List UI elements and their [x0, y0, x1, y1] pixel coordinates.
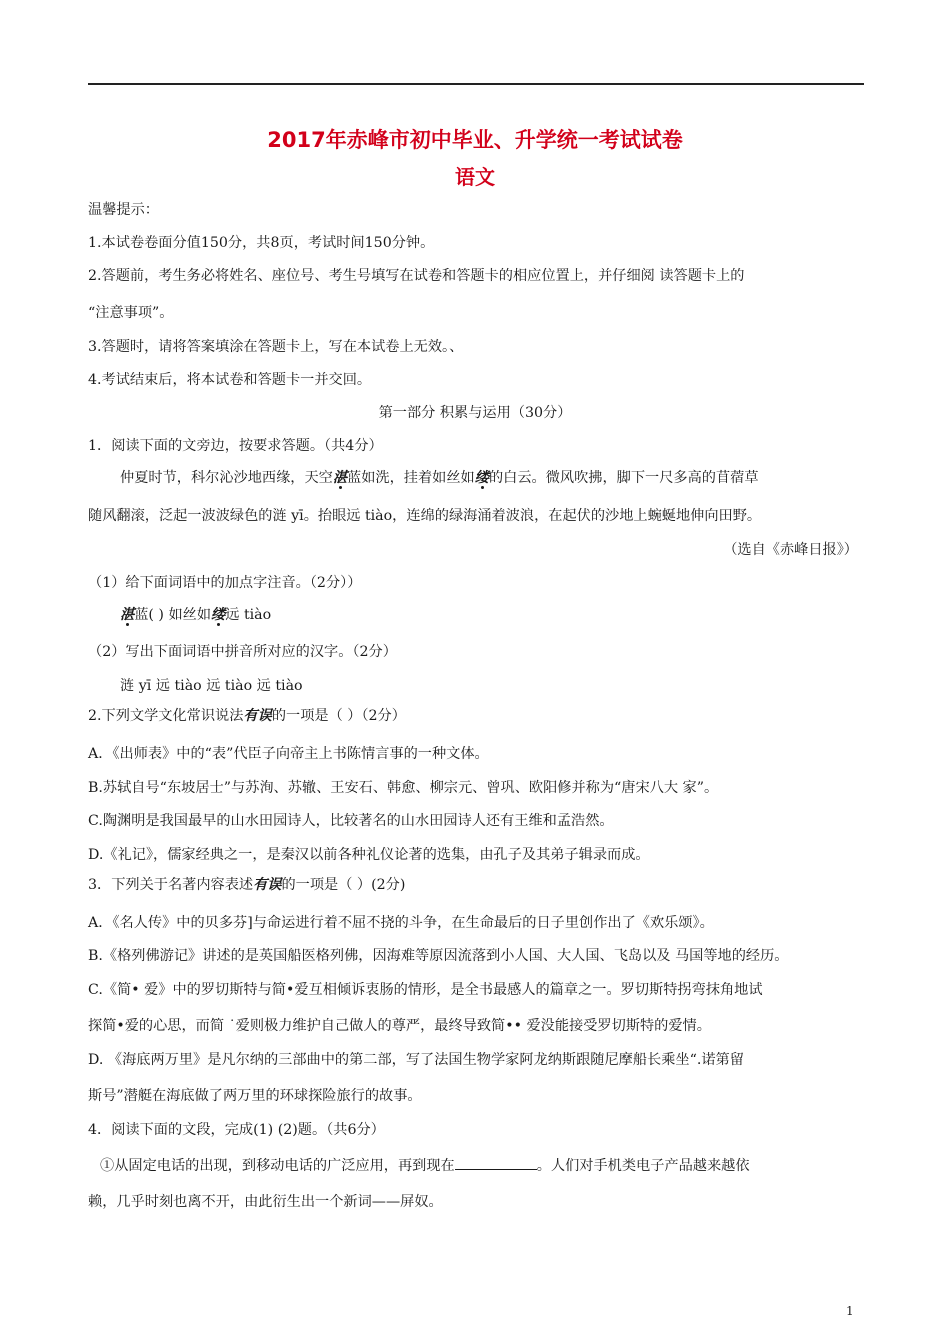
- part1-heading: 第一部分 积累与运用（30分）: [378, 405, 572, 421]
- q1-sub1-items: [120, 605, 271, 625]
- exam-subject: 语文: [455, 165, 495, 189]
- q1-passage-line2: 随风翻滚，泛起一波波绿色的涟 yī。抬眼远 tiào，连绵的绿海涌着波浪，在起伏的沙地上蜿蜒地伸向田野。: [88, 508, 762, 524]
- q3-option-d-line1: D. 《海底两万里》是凡尔纳的三部曲中的第二部，写了法国生物学家阿龙纳斯跟随尼摩船长乘坐“.诺第留: [88, 1052, 744, 1068]
- q1-sub2: （2）写出下面词语中拼音所对应的汉字。（2分）: [88, 644, 397, 660]
- q3-stem-a: 3．下列关于名著内容表述: [88, 877, 254, 893]
- q3-stem-b: 的一项是（ ）(2分): [281, 877, 406, 893]
- q3-option-b: B.《格列佛游记》讲述的是英国船医格列佛，因海难等原因流落到小人国、大人国、飞岛以及 马国等地的经历。: [88, 948, 789, 964]
- q2-option-a: A．《出师表》中的“表”代臣子向帝主上书陈情言事的一种文体。: [88, 746, 489, 762]
- q1-source: （选自《赤峰日报》）: [723, 542, 858, 558]
- q2-emphasis: 有误: [243, 708, 272, 724]
- q1-sub1-b: 远 tiào: [225, 607, 272, 623]
- q1-p1-b: 蓝如洗，挂着如丝如: [347, 470, 475, 486]
- q4-passage-line2: 赖，几乎时刻也离不开，由此衍生出一个新词——屏奴。: [88, 1194, 443, 1210]
- dotted-char-lv: 缕: [474, 470, 489, 486]
- q2-stem-b: 的一项是（ ）（2分）: [271, 708, 406, 724]
- page-number: 1: [846, 1304, 854, 1318]
- q1-p1-a: 仲夏时节，科尔沁沙地西缘，天空: [120, 470, 333, 486]
- q3-option-d-line2: 斯号”潜艇在海底做了两万里的环球探险旅行的故事。: [88, 1088, 422, 1104]
- q4-passage-line1: [100, 1155, 750, 1176]
- q4-p1-b: 。人们对手机类电子产品越来越依: [536, 1158, 750, 1174]
- exam-title: 2017年赤峰市初中毕业、升学统一考试试卷: [267, 128, 683, 152]
- q1-passage-line1: [120, 468, 759, 488]
- q2-option-c: C.陶渊明是我国最早的山水田园诗人，比较著名的山水田园诗人还有王维和孟浩然。: [88, 813, 614, 829]
- notes-heading: 温馨提示：: [88, 202, 159, 218]
- q3-option-c-line2: 探简•爱的心思，而简 ˙爱则极力维护自己做人的尊严，最终导致简•• 爱没能接受罗切斯特的爱情。: [88, 1018, 711, 1034]
- q1-p1-c: 的白云。微风吹拂，脚下一尺多高的苜蓿草: [488, 470, 759, 486]
- q3-emphasis: 有误: [253, 877, 282, 893]
- q4-p1-a: ①从固定电话的出现，到移动电话的广泛应用，再到现在: [100, 1158, 455, 1174]
- dotted-char-zhan-2: 湛: [120, 607, 135, 623]
- q2-stem-a: 2.下列文学文化常识说法: [88, 708, 244, 724]
- note-3: 3.答题时，请将答案填涂在答题卡上，写在本试卷上无效。、: [88, 339, 464, 355]
- q3-option-c-line1: C.《简• 爱》中的罗切斯特与简•爱互相倾诉衷肠的情形，是全书最感人的篇章之一。罗切斯特拐弯抹角地试: [88, 982, 763, 998]
- q1-sub1: （1）给下面词语中的加点字注音。（2分））: [88, 575, 362, 591]
- note-4: 4.考试结束后，将本试卷和答题卡一并交回。: [88, 372, 372, 388]
- note-2b: “注意事项”。: [88, 305, 174, 321]
- q1-stem: 1．阅读下面的文旁边，按要求答题。（共4分）: [88, 438, 383, 454]
- q3-option-a: A．《名人传》中的贝多芬]与命运进行着不屈不挠的斗争，在生命最后的日子里创作出了《欢乐颂》。: [88, 915, 714, 931]
- note-2a: 2.答题前，考生务必将姓名、座位号、考生号填写在试卷和答题卡的相应位置上，并仔细阅 读答题卡上的: [88, 268, 745, 284]
- q2-option-d: D.《礼记》，儒家经典之一，是秦汉以前各种礼仪论著的选集，由孔子及其弟子辑录而成。: [88, 847, 650, 863]
- fill-blank: [455, 1155, 537, 1170]
- q3-stem: [88, 875, 405, 895]
- q4-stem: 4．阅读下面的文段，完成(1) (2)题。（共6分）: [88, 1122, 385, 1138]
- q1-sub2-items: 涟 yī 远 tiào 远 tiào 远 tiào: [120, 678, 303, 694]
- top-rule: [88, 83, 864, 85]
- q1-sub1-a: 蓝( ) 如丝如: [134, 607, 212, 623]
- dotted-char-lv-2: 缕: [211, 607, 226, 623]
- dotted-char-zhan: 湛: [332, 470, 348, 486]
- note-1: 1.本试卷卷面分值150分，共8页，考试时间150分钟。: [88, 235, 435, 251]
- q2-stem: [88, 706, 406, 726]
- q2-option-b: B.苏轼自号“东坡居士”与苏洵、苏辙、王安石、韩愈、柳宗元、曾巩、欧阳修并称为“唐宋八大 家”。: [88, 780, 719, 796]
